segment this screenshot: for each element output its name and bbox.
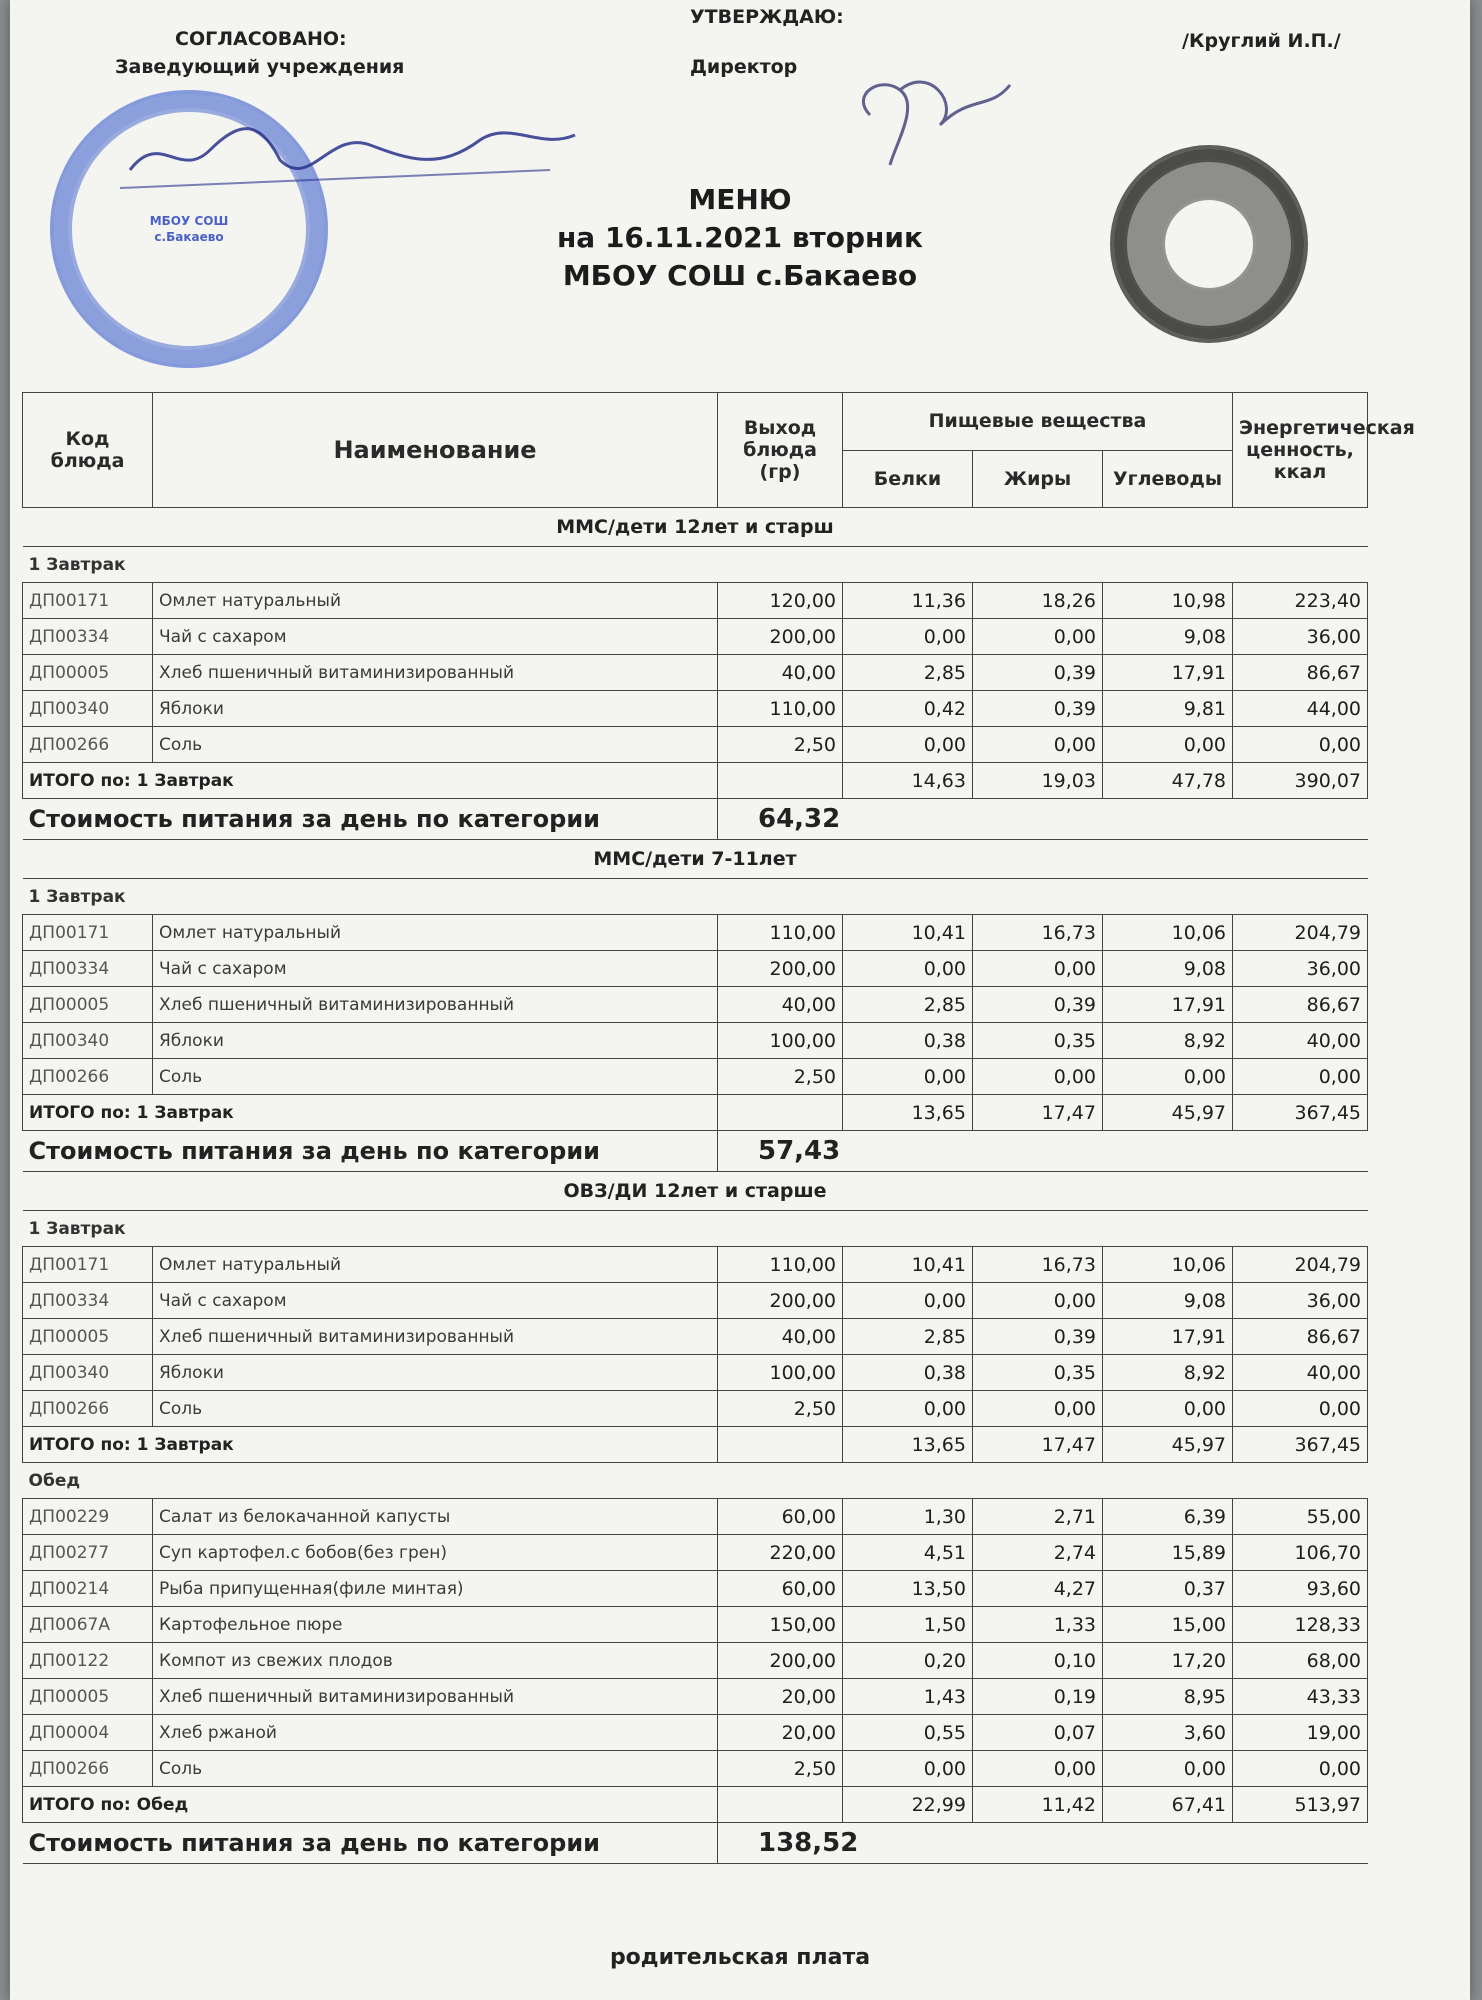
- dish-code: ДП00171: [23, 915, 153, 951]
- dish-output: 60,00: [718, 1571, 843, 1607]
- total-label: ИТОГО по: Обед: [23, 1787, 718, 1823]
- total-fats: 17,47: [973, 1095, 1103, 1131]
- table-row: [23, 619, 1368, 655]
- dish-carbs: 8,92: [1103, 1023, 1233, 1059]
- dish-proteins: 11,36: [843, 583, 973, 619]
- dish-carbs: 9,08: [1103, 619, 1233, 655]
- dish-name: Яблоки: [153, 1355, 718, 1391]
- dish-energy: 223,40: [1233, 583, 1368, 619]
- section-title: ММС/дети 7-11лет: [593, 848, 797, 870]
- dish-carbs: 9,81: [1103, 691, 1233, 727]
- title-menu: МЕНЮ: [688, 183, 792, 216]
- table-row: [23, 1643, 1368, 1679]
- dish-name: Яблоки: [153, 691, 718, 727]
- dish-fats: 4,27: [973, 1571, 1103, 1607]
- dish-carbs: 0,37: [1103, 1571, 1233, 1607]
- dish-name: Рыба припущенная(филе минтая): [153, 1571, 718, 1607]
- dish-energy: 0,00: [1233, 1391, 1368, 1427]
- dish-proteins: 1,30: [843, 1499, 973, 1535]
- total-row: [23, 763, 1368, 799]
- cost-row: [23, 1823, 1368, 1864]
- dish-output: 120,00: [718, 583, 843, 619]
- dish-code: ДП00340: [23, 691, 153, 727]
- dish-carbs: 10,06: [1103, 915, 1233, 951]
- dish-carbs: 0,00: [1103, 1391, 1233, 1427]
- table-row: [23, 727, 1368, 763]
- menu-sheet: [10, 0, 1470, 2000]
- dish-proteins: 2,85: [843, 1319, 973, 1355]
- dish-proteins: 13,50: [843, 1571, 973, 1607]
- dish-name: Соль: [153, 1391, 718, 1427]
- dish-fats: 0,39: [973, 691, 1103, 727]
- dish-carbs: 17,91: [1103, 987, 1233, 1023]
- dish-name: Соль: [153, 1059, 718, 1095]
- dish-name: Картофельное пюре: [153, 1607, 718, 1643]
- dish-code: ДП00004: [23, 1715, 153, 1751]
- title-school: МБОУ СОШ с.Бакаево: [562, 259, 918, 292]
- total-fats: 11,42: [973, 1787, 1103, 1823]
- agreed-role: Заведующий учреждения: [115, 56, 405, 78]
- meal-header-row: [23, 547, 1368, 583]
- dish-energy: 36,00: [1233, 619, 1368, 655]
- dish-proteins: 0,00: [843, 619, 973, 655]
- total-fats: 19,03: [973, 763, 1103, 799]
- dish-name: Соль: [153, 727, 718, 763]
- dish-fats: 0,35: [973, 1355, 1103, 1391]
- dish-code: ДП00334: [23, 619, 153, 655]
- dish-output: 60,00: [718, 1499, 843, 1535]
- cost-row: [23, 799, 1368, 840]
- dish-name: Хлеб пшеничный витаминизированный: [153, 655, 718, 691]
- dish-energy: 36,00: [1233, 1283, 1368, 1319]
- cost-label: Стоимость питания за день по категории: [23, 1131, 718, 1172]
- dish-name: Омлет натуральный: [153, 583, 718, 619]
- dish-proteins: 10,41: [843, 915, 973, 951]
- dish-proteins: 1,50: [843, 1607, 973, 1643]
- meal-label: 1 Завтрак: [23, 879, 1368, 915]
- cost-value: 138,52: [718, 1823, 1368, 1864]
- dish-fats: 0,00: [973, 727, 1103, 763]
- dish-name: Хлеб пшеничный витаминизированный: [153, 987, 718, 1023]
- dish-code: ДП0067А: [23, 1607, 153, 1643]
- col-name: Наименование: [153, 393, 718, 508]
- total-row: [23, 1427, 1368, 1463]
- cost-value: 57,43: [718, 1131, 1368, 1172]
- dish-energy: 40,00: [1233, 1023, 1368, 1059]
- dish-code: ДП00005: [23, 987, 153, 1023]
- dish-proteins: 1,43: [843, 1679, 973, 1715]
- section-title-row: [23, 840, 1368, 879]
- dish-carbs: 8,95: [1103, 1679, 1233, 1715]
- dish-fats: 0,39: [973, 1319, 1103, 1355]
- cost-row: [23, 1131, 1368, 1172]
- dish-fats: 0,10: [973, 1643, 1103, 1679]
- dish-energy: 204,79: [1233, 915, 1368, 951]
- col-output: Выход блюда (гр): [718, 393, 843, 508]
- dish-output: 110,00: [718, 1247, 843, 1283]
- total-row: [23, 1095, 1368, 1131]
- col-proteins: Белки: [843, 450, 973, 508]
- dish-name: Хлеб ржаной: [153, 1715, 718, 1751]
- dish-name: Суп картофел.с бобов(без грен): [153, 1535, 718, 1571]
- table-row: [23, 1059, 1368, 1095]
- table-row: [23, 1679, 1368, 1715]
- dish-energy: 68,00: [1233, 1643, 1368, 1679]
- table-row: [23, 1247, 1368, 1283]
- dish-fats: 16,73: [973, 1247, 1103, 1283]
- dish-carbs: 17,91: [1103, 655, 1233, 691]
- dish-code: ДП00266: [23, 727, 153, 763]
- stamp-text: МБОУ СОШ с.Бакаево: [149, 214, 229, 244]
- dish-carbs: 0,00: [1103, 1059, 1233, 1095]
- table-row: [23, 1607, 1368, 1643]
- dish-carbs: 17,20: [1103, 1643, 1233, 1679]
- dish-output: 200,00: [718, 1283, 843, 1319]
- total-label: ИТОГО по: 1 Завтрак: [23, 1095, 718, 1131]
- dish-output: 150,00: [718, 1607, 843, 1643]
- section-title: ММС/дети 12лет и старш: [556, 516, 834, 538]
- total-energy: 367,45: [1233, 1427, 1368, 1463]
- dish-carbs: 17,91: [1103, 1319, 1233, 1355]
- approve-label: УТВЕРЖДАЮ:: [690, 6, 844, 28]
- dish-proteins: 0,20: [843, 1643, 973, 1679]
- total-output-empty: [718, 1787, 843, 1823]
- total-energy: 390,07: [1233, 763, 1368, 799]
- dish-output: 200,00: [718, 619, 843, 655]
- director-signature: [840, 55, 1020, 175]
- total-energy: 513,97: [1233, 1787, 1368, 1823]
- dish-name: Чай с сахаром: [153, 619, 718, 655]
- dish-energy: 19,00: [1233, 1715, 1368, 1751]
- dish-code: ДП00171: [23, 1247, 153, 1283]
- dish-code: ДП00266: [23, 1391, 153, 1427]
- dish-energy: 86,67: [1233, 655, 1368, 691]
- dish-energy: 40,00: [1233, 1355, 1368, 1391]
- dish-code: ДП00266: [23, 1059, 153, 1095]
- col-carbs: Углеводы: [1103, 450, 1233, 508]
- total-carbs: 47,78: [1103, 763, 1233, 799]
- dish-energy: 204,79: [1233, 1247, 1368, 1283]
- total-carbs: 67,41: [1103, 1787, 1233, 1823]
- col-code: Код блюда: [23, 393, 153, 508]
- table-row: [23, 987, 1368, 1023]
- total-carbs: 45,97: [1103, 1427, 1233, 1463]
- meal-header-row: [23, 879, 1368, 915]
- dish-proteins: 0,38: [843, 1355, 973, 1391]
- total-output-empty: [718, 763, 843, 799]
- dish-name: Салат из белокачанной капусты: [153, 1499, 718, 1535]
- dish-output: 220,00: [718, 1535, 843, 1571]
- dish-fats: 0,35: [973, 1023, 1103, 1059]
- total-output-empty: [718, 1427, 843, 1463]
- cost-label: Стоимость питания за день по категории: [23, 799, 718, 840]
- dish-output: 2,50: [718, 1059, 843, 1095]
- dish-output: 40,00: [718, 655, 843, 691]
- total-row: [23, 1787, 1368, 1823]
- menu-table: [22, 392, 1415, 1864]
- dish-output: 100,00: [718, 1023, 843, 1059]
- table-row: [23, 1355, 1368, 1391]
- dish-energy: 0,00: [1233, 727, 1368, 763]
- dish-carbs: 15,00: [1103, 1607, 1233, 1643]
- dish-code: ДП00214: [23, 1571, 153, 1607]
- total-label: ИТОГО по: 1 Завтрак: [23, 1427, 718, 1463]
- dish-energy: 86,67: [1233, 1319, 1368, 1355]
- dish-proteins: 2,85: [843, 987, 973, 1023]
- dish-fats: 16,73: [973, 915, 1103, 951]
- table-row: [23, 1283, 1368, 1319]
- dish-fats: 1,33: [973, 1607, 1103, 1643]
- meal-label: 1 Завтрак: [23, 547, 1368, 583]
- dish-name: Чай с сахаром: [153, 951, 718, 987]
- dish-proteins: 0,42: [843, 691, 973, 727]
- dish-carbs: 15,89: [1103, 1535, 1233, 1571]
- dish-output: 20,00: [718, 1679, 843, 1715]
- total-proteins: 13,65: [843, 1427, 973, 1463]
- dish-name: Чай с сахаром: [153, 1283, 718, 1319]
- dish-code: ДП00334: [23, 1283, 153, 1319]
- total-label: ИТОГО по: 1 Завтрак: [23, 763, 718, 799]
- dish-output: 110,00: [718, 915, 843, 951]
- director-name: /Круглий И.П./: [1182, 30, 1341, 52]
- dish-proteins: 4,51: [843, 1535, 973, 1571]
- total-proteins: 14,63: [843, 763, 973, 799]
- table-row: [23, 691, 1368, 727]
- col-energy: Энергетическая ценность, ккал: [1233, 393, 1368, 508]
- dish-output: 100,00: [718, 1355, 843, 1391]
- total-carbs: 45,97: [1103, 1095, 1233, 1131]
- dish-energy: 93,60: [1233, 1571, 1368, 1607]
- dish-fats: 18,26: [973, 583, 1103, 619]
- dish-code: ДП00334: [23, 951, 153, 987]
- dish-proteins: 0,00: [843, 1751, 973, 1787]
- dish-output: 2,50: [718, 1751, 843, 1787]
- dish-carbs: 0,00: [1103, 1751, 1233, 1787]
- dish-name: Омлет натуральный: [153, 1247, 718, 1283]
- dish-code: ДП00005: [23, 1679, 153, 1715]
- dish-output: 40,00: [718, 1319, 843, 1355]
- total-fats: 17,47: [973, 1427, 1103, 1463]
- dish-code: ДП00266: [23, 1751, 153, 1787]
- dish-fats: 0,39: [973, 987, 1103, 1023]
- meal-label: 1 Завтрак: [23, 1211, 1368, 1247]
- dish-carbs: 10,06: [1103, 1247, 1233, 1283]
- total-proteins: 22,99: [843, 1787, 973, 1823]
- dish-fats: 2,71: [973, 1499, 1103, 1535]
- dish-code: ДП00277: [23, 1535, 153, 1571]
- meal-header-row: [23, 1463, 1368, 1499]
- dish-proteins: 2,85: [843, 655, 973, 691]
- dish-fats: 0,00: [973, 1059, 1103, 1095]
- dish-name: Компот из свежих плодов: [153, 1643, 718, 1679]
- dish-energy: 0,00: [1233, 1059, 1368, 1095]
- dish-fats: 0,00: [973, 1751, 1103, 1787]
- dish-carbs: 0,00: [1103, 727, 1233, 763]
- dish-carbs: 9,08: [1103, 951, 1233, 987]
- total-energy: 367,45: [1233, 1095, 1368, 1131]
- dish-energy: 44,00: [1233, 691, 1368, 727]
- dish-name: Хлеб пшеничный витаминизированный: [153, 1319, 718, 1355]
- dish-proteins: 0,00: [843, 727, 973, 763]
- cost-label: Стоимость питания за день по категории: [23, 1823, 718, 1864]
- dish-proteins: 0,00: [843, 951, 973, 987]
- table-row: [23, 655, 1368, 691]
- dish-name: Соль: [153, 1751, 718, 1787]
- dish-fats: 0,00: [973, 951, 1103, 987]
- dish-energy: 36,00: [1233, 951, 1368, 987]
- col-fats: Жиры: [973, 450, 1103, 508]
- dish-proteins: 10,41: [843, 1247, 973, 1283]
- table-row: [23, 1023, 1368, 1059]
- agreed-label: СОГЛАСОВАНО:: [175, 28, 347, 50]
- dish-code: ДП00340: [23, 1023, 153, 1059]
- dish-code: ДП00229: [23, 1499, 153, 1535]
- section-title-row: [23, 1172, 1368, 1211]
- dish-code: ДП00122: [23, 1643, 153, 1679]
- table-row: [23, 1571, 1368, 1607]
- dish-carbs: 3,60: [1103, 1715, 1233, 1751]
- section-title: ОВЗ/ДИ 12лет и старше: [563, 1180, 827, 1202]
- dish-carbs: 9,08: [1103, 1283, 1233, 1319]
- dish-fats: 0,00: [973, 1283, 1103, 1319]
- dish-output: 200,00: [718, 951, 843, 987]
- dish-output: 2,50: [718, 727, 843, 763]
- table-row: [23, 1319, 1368, 1355]
- meal-label: Обед: [23, 1463, 1368, 1499]
- dish-fats: 0,19: [973, 1679, 1103, 1715]
- dish-energy: 43,33: [1233, 1679, 1368, 1715]
- dish-proteins: 0,00: [843, 1283, 973, 1319]
- dish-output: 200,00: [718, 1643, 843, 1679]
- table-row: [23, 1715, 1368, 1751]
- col-nutrients: Пищевые вещества: [843, 393, 1233, 451]
- table-row: [23, 951, 1368, 987]
- dish-carbs: 8,92: [1103, 1355, 1233, 1391]
- dish-fats: 0,00: [973, 1391, 1103, 1427]
- dish-name: Яблоки: [153, 1023, 718, 1059]
- cost-value: 64,32: [718, 799, 1368, 840]
- total-output-empty: [718, 1095, 843, 1131]
- dish-carbs: 10,98: [1103, 583, 1233, 619]
- table-row: [23, 1391, 1368, 1427]
- dish-output: 110,00: [718, 691, 843, 727]
- dish-proteins: 0,38: [843, 1023, 973, 1059]
- table-row: [23, 1751, 1368, 1787]
- dish-proteins: 0,00: [843, 1391, 973, 1427]
- dish-energy: 106,70: [1233, 1535, 1368, 1571]
- dish-fats: 2,74: [973, 1535, 1103, 1571]
- dish-proteins: 0,55: [843, 1715, 973, 1751]
- total-proteins: 13,65: [843, 1095, 973, 1131]
- dish-name: Омлет натуральный: [153, 915, 718, 951]
- dish-output: 20,00: [718, 1715, 843, 1751]
- menu-body: [23, 508, 1368, 1864]
- dish-proteins: 0,00: [843, 1059, 973, 1095]
- dish-energy: 0,00: [1233, 1751, 1368, 1787]
- dish-code: ДП00340: [23, 1355, 153, 1391]
- table-row: [23, 915, 1368, 951]
- dish-output: 40,00: [718, 987, 843, 1023]
- dish-carbs: 6,39: [1103, 1499, 1233, 1535]
- table-row: [23, 583, 1368, 619]
- footer-note: родительская плата: [609, 1945, 871, 1970]
- dish-output: 2,50: [718, 1391, 843, 1427]
- section-title-row: [23, 508, 1368, 547]
- approve-role: Директор: [690, 56, 798, 78]
- meal-header-row: [23, 1211, 1368, 1247]
- dish-energy: 55,00: [1233, 1499, 1368, 1535]
- title-date: на 16.11.2021 вторник: [556, 221, 924, 254]
- dish-energy: 86,67: [1233, 987, 1368, 1023]
- dish-name: Хлеб пшеничный витаминизированный: [153, 1679, 718, 1715]
- dish-fats: 0,00: [973, 619, 1103, 655]
- table-row: [23, 1499, 1368, 1535]
- dish-code: ДП00005: [23, 655, 153, 691]
- table-row: [23, 1535, 1368, 1571]
- dish-fats: 0,07: [973, 1715, 1103, 1751]
- dish-code: ДП00171: [23, 583, 153, 619]
- dish-code: ДП00005: [23, 1319, 153, 1355]
- dish-energy: 128,33: [1233, 1607, 1368, 1643]
- dish-fats: 0,39: [973, 655, 1103, 691]
